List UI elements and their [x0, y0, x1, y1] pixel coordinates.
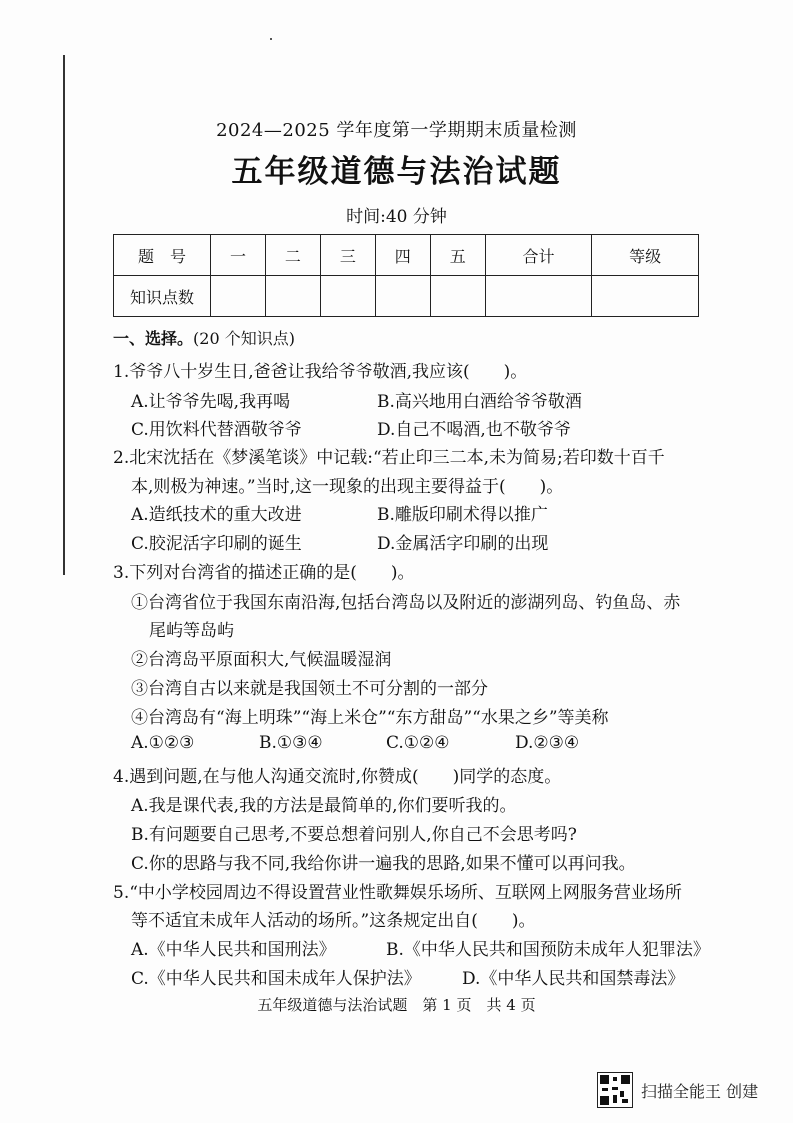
score-cell [485, 276, 592, 317]
option-c: C.胶泥活字印刷的诞生 [131, 534, 302, 554]
question-stem-continued: 本,则极为神速。”当时,这一现象的出现主要得益于( )。 [131, 477, 564, 497]
question-stem: 4.遇到问题,在与他人沟通交流时,你赞成( )同学的态度。 [113, 767, 562, 787]
option-a: A.①②③ [131, 733, 195, 753]
page-footer: 五年级道德与法治试题 第 1 页 共 4 页 [257, 996, 536, 1014]
score-table-header-row [114, 235, 699, 276]
score-header-cell: 等级 [592, 235, 699, 276]
statement-item: ④台湾岛有“海上明珠”“海上米仓”“东方甜岛”“水果之乡”等美称 [131, 708, 609, 728]
exam-title: 五年级道德与法治试题 [231, 154, 562, 190]
section-heading [113, 326, 295, 349]
score-header-cell: 四 [375, 235, 430, 276]
question-stem: 3.下列对台湾省的描述正确的是( )。 [113, 563, 415, 583]
option-a: A.《中华人民共和国刑法》 [131, 940, 336, 960]
option-d: D.②③④ [515, 733, 580, 753]
option-d: D.自己不喝酒,也不敬爷爷 [377, 420, 571, 440]
scanner-watermark-text: 扫描全能王 创建 [641, 1081, 759, 1101]
option-d: D.《中华人民共和国禁毒法》 [462, 969, 685, 989]
score-header-cell: 五 [430, 235, 485, 276]
option-b: B.雕版印刷术得以推广 [377, 505, 548, 525]
score-cell [592, 276, 699, 317]
score-header-cell: 二 [265, 235, 320, 276]
qr-code-icon [597, 1072, 633, 1108]
exam-time: 时间:40 分钟 [346, 207, 447, 227]
score-cell [265, 276, 320, 317]
statement-item: ②台湾岛平原面积大,气候温暖湿润 [131, 650, 392, 670]
option-a: A.造纸技术的重大改进 [131, 505, 302, 525]
section-note: (20 个知识点) [193, 329, 295, 348]
score-table [113, 234, 699, 317]
option-a: A.我是课代表,我的方法是最简单的,你们要听我的。 [131, 796, 517, 816]
score-header-cell: 三 [320, 235, 375, 276]
question-stem: 1.爷爷八十岁生日,爸爸让我给爷爷敬酒,我应该( )。 [113, 362, 528, 382]
statement-item-continued: 尾屿等岛屿 [149, 621, 234, 641]
option-c: C.①②④ [386, 733, 450, 753]
option-b: B.《中华人民共和国预防未成年人犯罪法》 [386, 940, 710, 960]
exam-session-line: 2024—2025 学年度第一学期期末质量检测 [216, 120, 577, 141]
question-stem: 2.北宋沈括在《梦溪笔谈》中记载:“若止印三二本,未为简易;若印数十百千 [113, 448, 665, 468]
scanner-watermark [597, 1072, 758, 1108]
score-header-cell: 一 [211, 235, 266, 276]
statement-item: ③台湾自古以来就是我国领土不可分割的一部分 [131, 679, 488, 699]
question-stem: 5.“中小学校园周边不得设置营业性歌舞娱乐场所、互联网上网服务营业场所 [113, 883, 682, 903]
section-title: 一、选择。 [113, 329, 194, 348]
question-stem-continued: 等不适宜未成年人活动的场所。”这条规定出自( )。 [131, 911, 536, 931]
score-cell [430, 276, 485, 317]
statement-item: ①台湾省位于我国东南沿海,包括台湾岛以及附近的澎湖列岛、钓鱼岛、赤 [131, 593, 681, 613]
score-header-cell: 合计 [485, 235, 592, 276]
score-cell [375, 276, 430, 317]
option-d: D.金属活字印刷的出现 [377, 534, 549, 554]
option-b: B.有问题要自己思考,不要总想着问别人,你自己不会思考吗? [131, 825, 577, 845]
option-a: A.让爷爷先喝,我再喝 [131, 392, 291, 412]
option-c: C.《中华人民共和国未成年人保护法》 [131, 969, 421, 989]
option-c: C.用饮料代替酒敬爷爷 [131, 420, 302, 440]
option-b: B.①③④ [259, 733, 323, 753]
option-b: B.高兴地用白酒给爷爷敬酒 [377, 392, 582, 412]
score-cell [211, 276, 266, 317]
points-row-label: 知识点数 [114, 276, 211, 317]
score-header-cell: 题 号 [114, 235, 211, 276]
option-c: C.你的思路与我不同,我给你讲一遍我的思路,如果不懂可以再问我。 [131, 854, 636, 874]
score-cell [320, 276, 375, 317]
scan-speck [270, 38, 272, 40]
score-table-points-row [114, 276, 699, 317]
